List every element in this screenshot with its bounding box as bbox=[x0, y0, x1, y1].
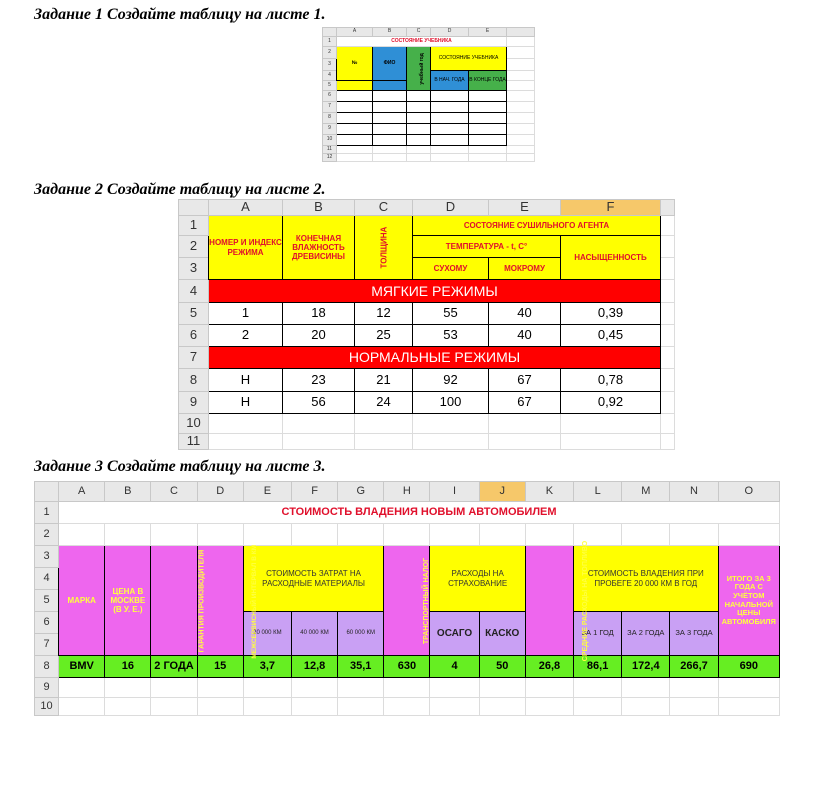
cell[interactable] bbox=[431, 113, 469, 124]
data-cell[interactable]: 100 bbox=[413, 392, 489, 414]
cell[interactable] bbox=[373, 154, 407, 162]
cell[interactable] bbox=[507, 37, 535, 47]
cell[interactable] bbox=[670, 524, 718, 546]
column-header[interactable]: O bbox=[718, 482, 779, 502]
data-cell[interactable]: Н bbox=[209, 392, 283, 414]
data-cell[interactable]: 23 bbox=[283, 369, 355, 392]
row-header[interactable]: 4 bbox=[179, 280, 209, 303]
cell[interactable] bbox=[661, 258, 675, 280]
cell[interactable] bbox=[105, 698, 151, 716]
data-cell[interactable]: 15 bbox=[197, 656, 243, 678]
cell[interactable] bbox=[407, 113, 431, 124]
header-km-60000[interactable]: 60 000 КМ bbox=[338, 612, 384, 656]
header-insurance[interactable]: РАСХОДЫ НА СТРАХОВАНИЕ bbox=[430, 546, 525, 612]
cell[interactable] bbox=[197, 524, 243, 546]
cell[interactable] bbox=[283, 414, 355, 434]
cell[interactable] bbox=[431, 91, 469, 102]
row-header[interactable]: 11 bbox=[179, 434, 209, 450]
row-header[interactable]: 4 bbox=[35, 568, 59, 590]
cell[interactable] bbox=[197, 678, 243, 698]
cell[interactable] bbox=[337, 91, 373, 102]
header-thickness[interactable] bbox=[355, 216, 413, 280]
cell[interactable] bbox=[431, 154, 469, 162]
cell[interactable] bbox=[525, 698, 573, 716]
cell[interactable] bbox=[373, 113, 407, 124]
data-cell[interactable]: 2 bbox=[209, 325, 283, 347]
cell[interactable] bbox=[661, 392, 675, 414]
data-cell[interactable]: 26,8 bbox=[525, 656, 573, 678]
cell[interactable] bbox=[337, 102, 373, 113]
task3-sheet bbox=[34, 481, 780, 716]
row-header[interactable]: 3 bbox=[179, 258, 209, 280]
header-price[interactable]: ЦЕНА В МОСКВЕ (В У. Е.) bbox=[105, 546, 151, 656]
header-km-40000[interactable]: 40 000 КМ bbox=[291, 612, 337, 656]
cell[interactable] bbox=[355, 434, 413, 450]
data-cell[interactable]: 0,92 bbox=[561, 392, 661, 414]
soft-modes-banner[interactable]: МЯГКИЕ РЕЖИМЫ bbox=[209, 280, 661, 303]
cell[interactable] bbox=[507, 59, 535, 71]
cell[interactable] bbox=[338, 698, 384, 716]
task2-heading: Задание 2 Создайте таблицу на листе 2. bbox=[34, 181, 326, 198]
cell[interactable] bbox=[622, 698, 670, 716]
cell[interactable] bbox=[507, 71, 535, 81]
header-osago[interactable]: ОСАГО bbox=[430, 612, 479, 656]
cell[interactable] bbox=[469, 135, 507, 146]
row-header[interactable]: 1 bbox=[35, 502, 59, 524]
cell[interactable] bbox=[661, 325, 675, 347]
header-year[interactable] bbox=[407, 47, 431, 91]
cell[interactable] bbox=[291, 524, 337, 546]
cell[interactable] bbox=[197, 698, 243, 716]
column-header[interactable]: C bbox=[407, 28, 431, 37]
cell[interactable] bbox=[384, 678, 430, 698]
cell[interactable] bbox=[469, 102, 507, 113]
header-state[interactable]: СОСТОЯНИЕ УЧЕБНИКА bbox=[431, 47, 507, 71]
cell[interactable] bbox=[525, 678, 573, 698]
cell[interactable] bbox=[243, 678, 291, 698]
cell[interactable] bbox=[489, 434, 561, 450]
cell[interactable] bbox=[373, 91, 407, 102]
cell[interactable] bbox=[373, 146, 407, 154]
cell[interactable] bbox=[661, 280, 675, 303]
cell[interactable] bbox=[661, 236, 675, 258]
row-header[interactable]: 11 bbox=[323, 146, 337, 154]
cell[interactable] bbox=[431, 102, 469, 113]
row-header[interactable]: 2 bbox=[179, 236, 209, 258]
data-cell[interactable]: 67 bbox=[489, 369, 561, 392]
data-cell[interactable]: 18 bbox=[283, 303, 355, 325]
data-cell[interactable]: 50 bbox=[479, 656, 525, 678]
cell[interactable] bbox=[407, 154, 431, 162]
cell[interactable] bbox=[407, 146, 431, 154]
cell[interactable] bbox=[661, 216, 675, 236]
data-cell[interactable]: 3,7 bbox=[243, 656, 291, 678]
cell[interactable] bbox=[469, 146, 507, 154]
data-cell[interactable]: 24 bbox=[355, 392, 413, 414]
row-header[interactable]: 2 bbox=[323, 47, 337, 59]
corner-cell[interactable] bbox=[323, 28, 337, 37]
column-header[interactable]: D bbox=[413, 200, 489, 216]
task2-sheet bbox=[178, 199, 675, 450]
cell[interactable] bbox=[507, 81, 535, 91]
row-header[interactable]: 7 bbox=[323, 102, 337, 113]
cell[interactable] bbox=[337, 81, 373, 91]
cell[interactable] bbox=[338, 524, 384, 546]
header-warranty[interactable] bbox=[151, 546, 206, 656]
column-header[interactable]: A bbox=[209, 200, 283, 216]
row-header[interactable]: 3 bbox=[35, 546, 59, 568]
header-number[interactable]: № bbox=[337, 47, 373, 81]
header-dry[interactable]: СУХОМУ bbox=[413, 258, 489, 280]
data-cell[interactable]: 630 bbox=[384, 656, 430, 678]
data-cell[interactable]: 25 bbox=[355, 325, 413, 347]
column-header[interactable]: K bbox=[525, 482, 573, 502]
column-header[interactable]: H bbox=[384, 482, 430, 502]
data-cell[interactable]: 86,1 bbox=[574, 656, 622, 678]
column-header[interactable]: C bbox=[355, 200, 413, 216]
data-cell[interactable]: 1 bbox=[209, 303, 283, 325]
row-header[interactable]: 8 bbox=[323, 113, 337, 124]
header-end[interactable]: В КОНЦЕ ГОДА bbox=[469, 71, 507, 91]
column-header[interactable]: E bbox=[243, 482, 291, 502]
header-km-20000[interactable]: 20 000 КМ bbox=[243, 612, 291, 656]
cell[interactable] bbox=[243, 698, 291, 716]
cell[interactable] bbox=[337, 135, 373, 146]
data-cell[interactable]: 67 bbox=[489, 392, 561, 414]
column-header[interactable]: B bbox=[373, 28, 407, 37]
cell[interactable] bbox=[670, 698, 718, 716]
header-fuel[interactable] bbox=[525, 541, 589, 662]
data-cell[interactable]: 12 bbox=[355, 303, 413, 325]
row-header[interactable]: 8 bbox=[35, 656, 59, 678]
cell[interactable] bbox=[661, 369, 675, 392]
row-header[interactable]: 12 bbox=[323, 154, 337, 162]
cell[interactable] bbox=[507, 91, 535, 102]
data-cell[interactable]: 0,45 bbox=[561, 325, 661, 347]
header-tax-text: ТРАНСПОРТНЫЙ НАЛОГ bbox=[423, 558, 431, 645]
cell[interactable] bbox=[151, 698, 197, 716]
data-cell[interactable]: 21 bbox=[355, 369, 413, 392]
row-header[interactable]: 7 bbox=[35, 634, 59, 656]
data-cell[interactable]: 55 bbox=[413, 303, 489, 325]
row-header[interactable]: 10 bbox=[35, 698, 59, 716]
task1-sheet bbox=[322, 27, 535, 162]
cell[interactable] bbox=[291, 678, 337, 698]
column-header[interactable]: B bbox=[283, 200, 355, 216]
header-temperature[interactable]: ТЕМПЕРАТУРА - t, C° bbox=[413, 236, 561, 258]
cell[interactable] bbox=[105, 678, 151, 698]
column-header[interactable] bbox=[507, 28, 535, 37]
header-fio[interactable]: ФИО bbox=[373, 47, 407, 81]
data-cell[interactable]: 53 bbox=[413, 325, 489, 347]
header-kasko[interactable]: КАСКО bbox=[479, 612, 525, 656]
cell[interactable] bbox=[469, 124, 507, 135]
table-title[interactable]: СОСТОЯНИЕ УЧЕБНИКА bbox=[337, 37, 507, 47]
cell[interactable] bbox=[430, 524, 479, 546]
cell[interactable] bbox=[373, 124, 407, 135]
cell[interactable] bbox=[561, 434, 661, 450]
data-cell[interactable]: 35,1 bbox=[338, 656, 384, 678]
data-cell[interactable]: 12,8 bbox=[291, 656, 337, 678]
header-start[interactable]: В НАЧ. ГОДА bbox=[431, 71, 469, 91]
column-header[interactable]: F bbox=[291, 482, 337, 502]
cell[interactable] bbox=[507, 154, 535, 162]
cell[interactable] bbox=[209, 414, 283, 434]
header-year-1[interactable]: ЗА 1 ГОД bbox=[574, 612, 622, 656]
data-cell[interactable]: 172,4 bbox=[622, 656, 670, 678]
cell[interactable] bbox=[507, 135, 535, 146]
cell[interactable] bbox=[507, 47, 535, 59]
cell[interactable] bbox=[407, 124, 431, 135]
header-materials[interactable]: СТОИМОСТЬ ЗАТРАТ НА РАСХОДНЫЕ МАТЕРИАЛЫ bbox=[243, 546, 384, 612]
row-header[interactable]: 5 bbox=[35, 590, 59, 612]
cell[interactable] bbox=[525, 524, 573, 546]
row-header[interactable]: 6 bbox=[179, 325, 209, 347]
row-header[interactable]: 10 bbox=[323, 135, 337, 146]
cell[interactable] bbox=[574, 678, 622, 698]
header-warranty-text: ГАРАНТИЯ ПРОИЗВОДИТЕЛЯ bbox=[198, 550, 206, 653]
column-header[interactable]: A bbox=[59, 482, 105, 502]
cell[interactable] bbox=[291, 698, 337, 716]
cell[interactable] bbox=[407, 135, 431, 146]
row-header[interactable]: 9 bbox=[35, 678, 59, 698]
header-interval-text: МЕЖСЕРВИСНЫЙ ИНТЕРВАЛ В КМ bbox=[250, 544, 258, 659]
header-mode[interactable]: НОМЕР И ИНДЕКС РЕЖИМА bbox=[209, 216, 283, 280]
cell[interactable] bbox=[151, 524, 197, 546]
corner-cell[interactable] bbox=[179, 200, 209, 216]
data-cell[interactable]: 20 bbox=[283, 325, 355, 347]
header-ownership[interactable]: СТОИМОСТЬ ВЛАДЕНИЯ ПРИ ПРОБЕГЕ 20 000 КМ В ГОД bbox=[574, 546, 719, 612]
header-moisture[interactable]: КОНЕЧНАЯ ВЛАЖНОСТЬ ДРЕВИСИНЫ bbox=[283, 216, 355, 280]
cell[interactable] bbox=[243, 524, 291, 546]
column-header[interactable]: E bbox=[469, 28, 507, 37]
cell[interactable] bbox=[384, 698, 430, 716]
data-cell[interactable]: 56 bbox=[283, 392, 355, 414]
cell[interactable] bbox=[574, 524, 622, 546]
cell[interactable] bbox=[469, 154, 507, 162]
cell[interactable] bbox=[479, 524, 525, 546]
row-header[interactable]: 4 bbox=[323, 71, 337, 81]
row-header[interactable]: 1 bbox=[323, 37, 337, 47]
corner-cell[interactable] bbox=[35, 482, 59, 502]
cell[interactable] bbox=[431, 146, 469, 154]
header-wet[interactable]: МОКРОМУ bbox=[489, 258, 561, 280]
row-header[interactable]: 1 bbox=[179, 216, 209, 236]
cell[interactable] bbox=[561, 414, 661, 434]
cell[interactable] bbox=[430, 678, 479, 698]
cell[interactable] bbox=[105, 524, 151, 546]
cell[interactable] bbox=[59, 698, 105, 716]
row-header[interactable]: 5 bbox=[179, 303, 209, 325]
header-tax[interactable] bbox=[384, 546, 430, 656]
data-cell[interactable]: 0,39 bbox=[561, 303, 661, 325]
cell[interactable] bbox=[337, 154, 373, 162]
cell[interactable] bbox=[479, 698, 525, 716]
header-brand[interactable]: МАРКА bbox=[59, 546, 105, 656]
column-header[interactable]: A bbox=[337, 28, 373, 37]
data-cell[interactable]: BMV bbox=[59, 656, 105, 678]
header-fuel-text: СРЕДНИЕ РАСХОДЫ НА ТОПЛИВО bbox=[581, 541, 589, 662]
column-header[interactable]: F bbox=[561, 200, 661, 216]
task1-heading: Задание 1 Создайте таблицу на листе 1. bbox=[34, 6, 326, 23]
row-header[interactable]: 5 bbox=[323, 81, 337, 91]
cell[interactable] bbox=[355, 414, 413, 434]
column-header[interactable]: D bbox=[197, 482, 243, 502]
header-total[interactable]: ИТОГО ЗА 3 ГОДА С УЧЁТОМ НАЧАЛЬНОЙ ЦЕНЫ АВТОМОБИЛЯ bbox=[718, 546, 779, 656]
column-header[interactable]: B bbox=[105, 482, 151, 502]
data-cell[interactable]: Н bbox=[209, 369, 283, 392]
cell[interactable] bbox=[622, 678, 670, 698]
cell[interactable] bbox=[507, 146, 535, 154]
row-header[interactable]: 9 bbox=[179, 392, 209, 414]
row-header[interactable]: 3 bbox=[323, 59, 337, 71]
cell[interactable] bbox=[670, 678, 718, 698]
cell[interactable] bbox=[413, 414, 489, 434]
column-header[interactable]: M bbox=[622, 482, 670, 502]
data-cell[interactable]: 16 bbox=[105, 656, 151, 678]
data-cell[interactable]: 266,7 bbox=[670, 656, 718, 678]
cell[interactable] bbox=[661, 347, 675, 369]
cell[interactable] bbox=[431, 135, 469, 146]
data-cell[interactable]: 690 bbox=[718, 656, 779, 678]
cell[interactable] bbox=[384, 524, 430, 546]
cell[interactable] bbox=[469, 113, 507, 124]
cell[interactable] bbox=[373, 135, 407, 146]
column-header[interactable]: L bbox=[574, 482, 622, 502]
row-header[interactable]: 10 bbox=[179, 414, 209, 434]
column-header[interactable] bbox=[661, 200, 675, 216]
row-header[interactable]: 2 bbox=[35, 524, 59, 546]
column-header[interactable]: D bbox=[431, 28, 469, 37]
column-header[interactable]: I bbox=[430, 482, 479, 502]
row-header[interactable]: 6 bbox=[35, 612, 59, 634]
cell[interactable] bbox=[507, 124, 535, 135]
cell[interactable] bbox=[622, 524, 670, 546]
header-saturation[interactable]: НАСЫЩЕННОСТЬ bbox=[561, 236, 661, 280]
data-cell[interactable]: 0,78 bbox=[561, 369, 661, 392]
column-header[interactable]: N bbox=[670, 482, 718, 502]
header-year-2[interactable]: ЗА 2 ГОДА bbox=[622, 612, 670, 656]
task3-heading: Задание 3 Создайте таблицу на листе 3. bbox=[34, 458, 326, 475]
header-year-3[interactable]: ЗА 3 ГОДА bbox=[670, 612, 718, 656]
cell[interactable] bbox=[151, 678, 197, 698]
cell[interactable] bbox=[507, 113, 535, 124]
cell[interactable] bbox=[430, 698, 479, 716]
cell[interactable] bbox=[661, 414, 675, 434]
data-cell[interactable]: 2 ГОДА bbox=[151, 656, 197, 678]
cell[interactable] bbox=[337, 113, 373, 124]
cell[interactable] bbox=[59, 524, 105, 546]
data-cell[interactable]: 4 bbox=[430, 656, 479, 678]
cell[interactable] bbox=[283, 434, 355, 450]
cell[interactable] bbox=[661, 303, 675, 325]
data-cell[interactable]: 40 bbox=[489, 325, 561, 347]
column-header[interactable]: C bbox=[151, 482, 197, 502]
row-header[interactable]: 6 bbox=[323, 91, 337, 102]
cell[interactable] bbox=[407, 91, 431, 102]
table-title[interactable]: СТОИМОСТЬ ВЛАДЕНИЯ НОВЫМ АВТОМОБИЛЕМ bbox=[59, 502, 780, 524]
column-header[interactable]: J bbox=[479, 482, 525, 502]
column-header[interactable]: G bbox=[338, 482, 384, 502]
cell[interactable] bbox=[337, 124, 373, 135]
data-cell[interactable]: 40 bbox=[489, 303, 561, 325]
header-year-text: учебный год bbox=[418, 52, 425, 85]
cell[interactable] bbox=[431, 124, 469, 135]
cell[interactable] bbox=[407, 102, 431, 113]
normal-modes-banner[interactable]: НОРМАЛЬНЫЕ РЕЖИМЫ bbox=[209, 347, 661, 369]
cell[interactable] bbox=[718, 524, 779, 546]
cell[interactable] bbox=[413, 434, 489, 450]
cell[interactable] bbox=[373, 102, 407, 113]
cell[interactable] bbox=[661, 434, 675, 450]
data-cell[interactable]: 92 bbox=[413, 369, 489, 392]
cell[interactable] bbox=[479, 678, 525, 698]
cell[interactable] bbox=[718, 698, 779, 716]
row-header[interactable]: 8 bbox=[179, 369, 209, 392]
cell[interactable] bbox=[338, 678, 384, 698]
header-thickness-text: ТОЛЩИНА bbox=[378, 226, 388, 269]
header-agent-state[interactable]: СОСТОЯНИЕ СУШИЛЬНОГО АГЕНТА bbox=[413, 216, 661, 236]
cell[interactable] bbox=[469, 91, 507, 102]
cell[interactable] bbox=[59, 678, 105, 698]
row-header[interactable]: 7 bbox=[179, 347, 209, 369]
cell[interactable] bbox=[373, 81, 407, 91]
cell[interactable] bbox=[507, 102, 535, 113]
cell[interactable] bbox=[209, 434, 283, 450]
cell[interactable] bbox=[574, 698, 622, 716]
cell[interactable] bbox=[718, 678, 779, 698]
cell[interactable] bbox=[489, 414, 561, 434]
cell[interactable] bbox=[337, 146, 373, 154]
row-header[interactable]: 9 bbox=[323, 124, 337, 135]
column-header[interactable]: E bbox=[489, 200, 561, 216]
